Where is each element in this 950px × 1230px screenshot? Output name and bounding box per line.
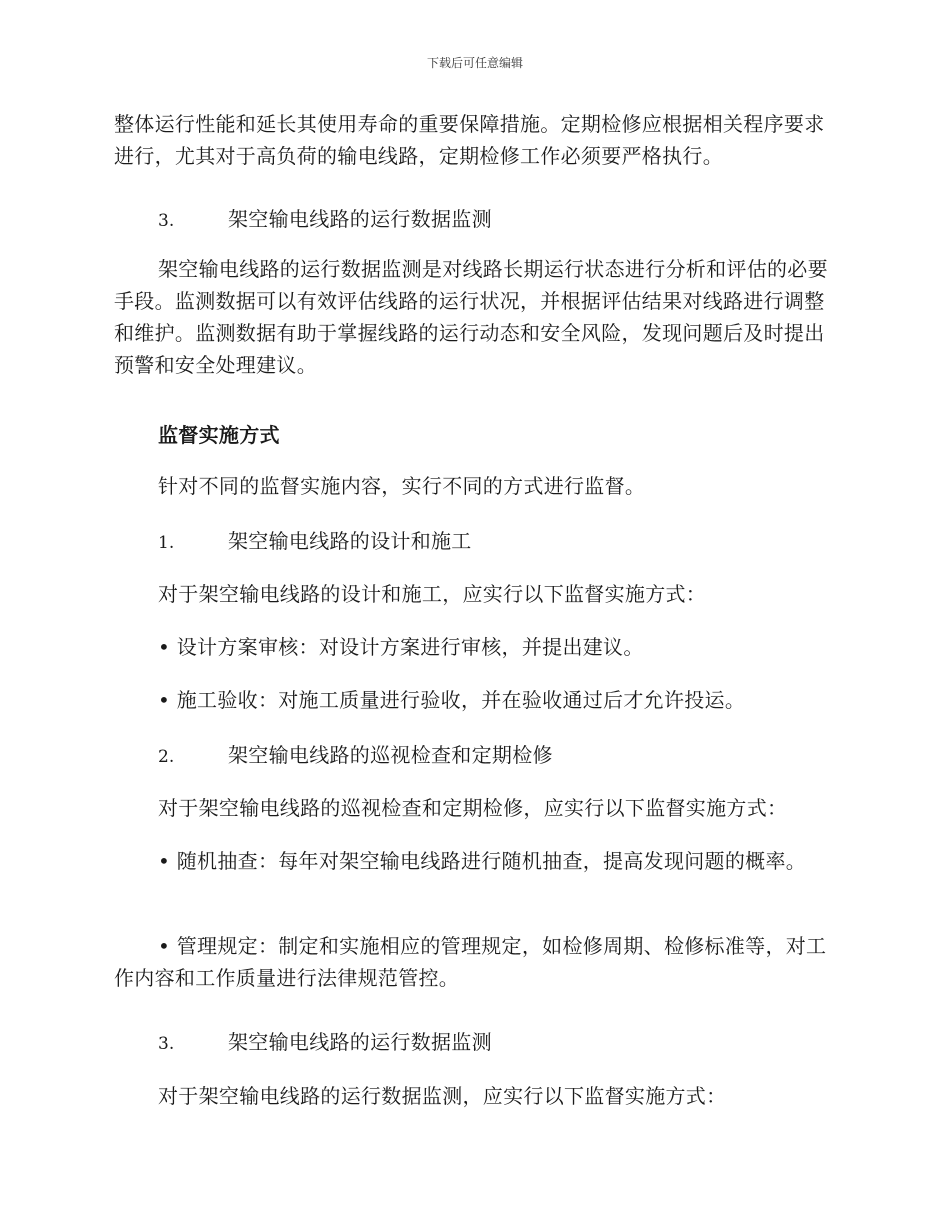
item-label: 架空输电线路的运行数据监测 (228, 207, 492, 231)
numbered-item-data-monitoring (158, 203, 492, 237)
bullet-construction-acceptance: • 施工验收：对施工质量进行验收，并在验收通过后才允许投运。 (158, 688, 746, 712)
item-label: 架空输电线路的设计和施工 (228, 529, 472, 553)
item-number: 3. (158, 1034, 175, 1054)
item-number: 2. (158, 747, 175, 767)
item-number: 1. (158, 533, 175, 553)
item-label: 架空输电线路的运行数据监测 (228, 1030, 492, 1054)
paragraph-maintenance-importance: 整体运行性能和延长其使用寿命的重要保障措施。定期检修应根据相关程序要求进行，尤其对于高负荷的输电线路，定期检修工作必须要严格执行。 (114, 112, 825, 168)
paragraph-data-monitoring: 架空输电线路的运行数据监测是对线路长期运行状态进行分析和评估的必要手段。监测数据可以有效评估线路的运行状况，并根据评估结果对线路进行调整和维护。监测数据有助于掌握线路的运行动态和安全风险，发现问题后及时提出预警和安全处理建议。 (114, 257, 828, 377)
paragraph-supervision-intro: 针对不同的监督实施内容，实行不同的方式进行监督。 (158, 474, 646, 498)
bullet-design-review: • 设计方案审核：对设计方案进行审核，并提出建议。 (158, 635, 644, 659)
section-heading: 监督实施方式 (158, 423, 280, 447)
bullet-management-rules: • 管理规定：制定和实施相应的管理规定，如检修周期、检修标准等，对工作内容和工作质量进行法律规范管控。 (114, 934, 827, 990)
bullet-random-check: • 随机抽查：每年对架空输电线路进行随机抽查，提高发现问题的概率。 (158, 849, 807, 873)
numbered-item-design-construction (158, 525, 472, 559)
numbered-item-inspection-maintenance (158, 739, 553, 773)
page-header: 下载后可任意编辑 (426, 56, 523, 70)
item-number: 3. (158, 211, 175, 231)
item-label: 架空输电线路的巡视检查和定期检修 (228, 743, 553, 767)
paragraph-data-monitoring-supervision: 对于架空输电线路的运行数据监测，应实行以下监督实施方式： (158, 1084, 727, 1108)
paragraph-inspection-maintenance: 对于架空输电线路的巡视检查和定期检修，应实行以下监督实施方式： (158, 796, 788, 820)
numbered-item-data-monitoring-2 (158, 1026, 492, 1060)
paragraph-design-construction: 对于架空输电线路的设计和施工，应实行以下监督实施方式： (158, 582, 707, 606)
